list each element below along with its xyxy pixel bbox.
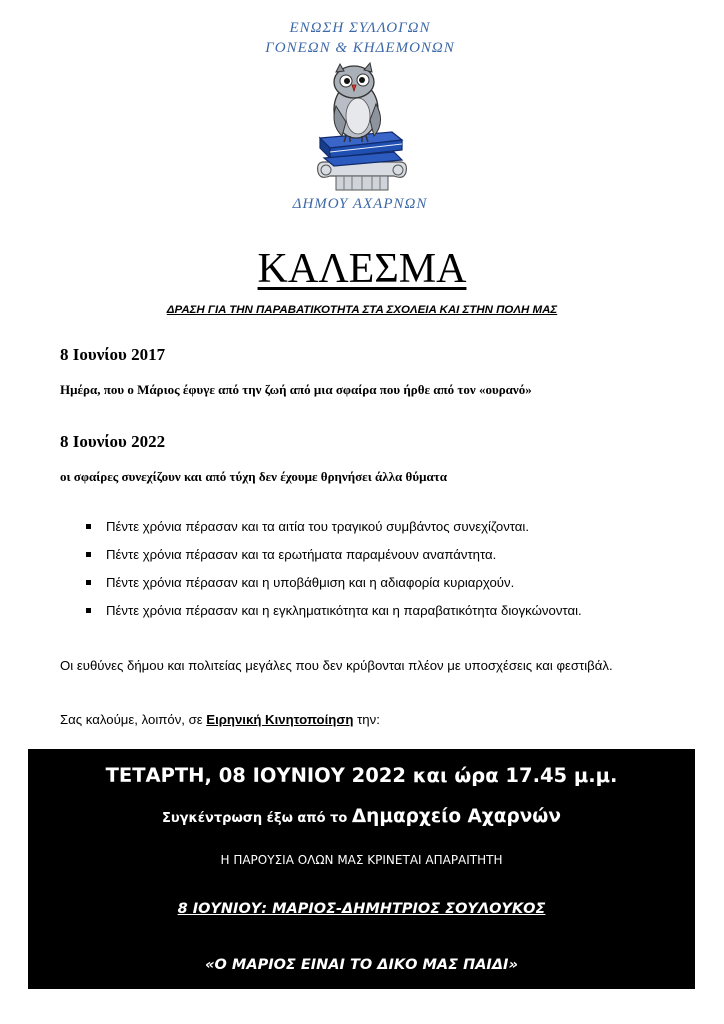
logo-text-line3: ΔΗΜΟΥ ΑΧΑΡΝΩΝ [292,196,428,212]
square-bullet-icon [86,580,91,585]
square-bullet-icon [86,552,91,557]
date-2017-text: Ημέρα, που ο Μάριος έφυγε από την ζωή από μια σφαίρα που ήρθε από τον «ουρανό» [60,382,532,397]
call-suffix: την: [353,712,380,727]
gathering-place: Δημαρχείο Αχαρνών [351,806,561,827]
call-prefix: Σας καλούμε, λοιπόν, σε [60,712,207,727]
square-bullet-icon [86,524,91,529]
list-item [86,518,582,546]
mobilization-text: Ειρηνική Κινητοποίηση [206,712,354,727]
event-gathering [28,806,695,827]
event-datetime: ΤΕΤΑΡΤΗ, 08 ΙΟΥΝΙΟΥ 2022 και ώρα 17.45 μ.μ. [105,764,618,787]
call-paragraph [60,708,664,732]
event-slogan: «Ο ΜΑΡΙΟΣ ΕΙΝΑΙ ΤΟ ΔΙΚΟ ΜΑΣ ΠΑΙΔΙ» [205,957,518,973]
page-subtitle: ΔΡΑΣΗ ΓΙΑ ΤΗΝ ΠΑΡΑΒΑΤΙΚΟΤΗΤΑ ΣΤΑ ΣΧΟΛΕΙΑ ΚΑΙ ΣΤΗΝ ΠΟΛΗ ΜΑΣ [166,304,558,316]
list-item [86,602,582,630]
owl-on-books-icon [306,62,418,194]
list-item [86,574,582,602]
page-title: ΚΑΛΕΣΜΑ [257,246,467,292]
gathering-prefix: Συγκέντρωση έξω από το [162,811,352,826]
list-item-text: Πέντε χρόνια πέρασαν και τα αιτία του τραγικού συμβάντος συνεχίζονται. [106,519,530,534]
list-item-text: Πέντε χρόνια πέρασαν και η υποβάθμιση και η αδιαφορία κυριαρχούν. [106,575,515,590]
responsibility-paragraph: Οι ευθύνες δήμου και πολιτείας μεγάλες που δεν κρύβονται πλέον με υποσχέσεις και φεστιβάλ. [60,658,613,673]
bullet-list [86,518,582,630]
logo-text-line2: ΓΟΝΕΩΝ & ΚΗΔΕΜΟΝΩΝ [265,40,455,56]
list-item-text: Πέντε χρόνια πέρασαν και τα ερωτήματα παραμένουν αναπάντητα. [106,547,497,562]
date-2022: 8 Ιουνίου 2022 [60,432,166,451]
date-2022-text: οι σφαίρες συνεχίζουν και από τύχη δεν έχουμε θρηνήσει άλλα θύματα [60,469,447,484]
event-memorial: 8 ΙΟΥΝΙΟΥ: ΜΑΡΙΟΣ-ΔΗΜΗΤΡΙΟΣ ΣΟΥΛΟΥΚΟΣ [177,901,546,917]
list-item-text: Πέντε χρόνια πέρασαν και η εγκληματικότητα και η παραβατικότητα διογκώνονται. [106,603,582,618]
list-item [86,546,582,574]
square-bullet-icon [86,608,91,613]
logo-text-line1: ΕΝΩΣΗ ΣΥΛΛΟΓΩΝ [289,20,431,36]
date-2017: 8 Ιουνίου 2017 [60,345,166,364]
event-banner [28,749,695,989]
event-presence: Η ΠΑΡΟΥΣΙΑ ΟΛΩΝ ΜΑΣ ΚΡΙΝΕΤΑΙ ΑΠΑΡΑΙΤΗΤΗ [220,853,503,867]
association-logo [240,14,480,229]
